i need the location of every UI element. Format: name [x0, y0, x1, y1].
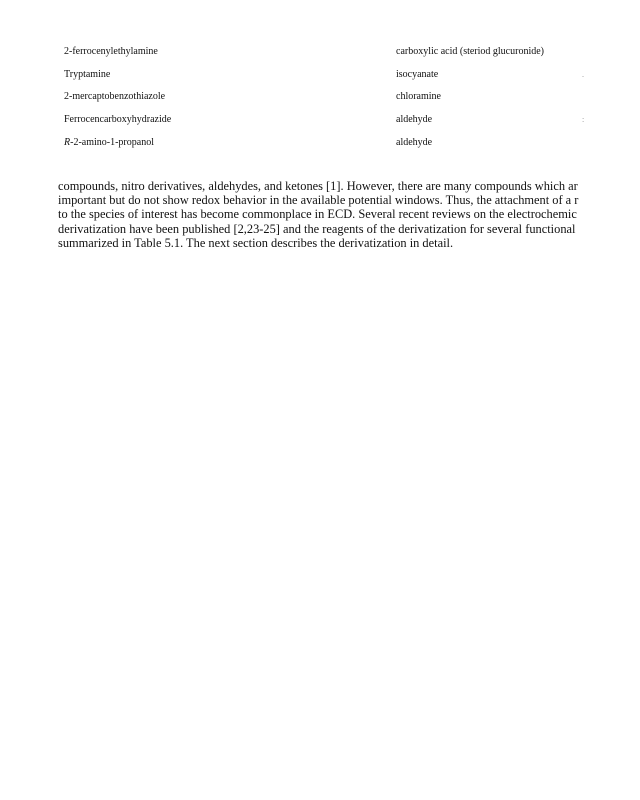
table-row [64, 112, 624, 135]
paragraph-line: compounds, nitro derivatives, aldehydes, and ketones [1]. However, there are many compounds which ar [58, 179, 578, 193]
table-row [64, 89, 624, 112]
paragraph-line: derivatization have been published [2,23-25] and the reagents of the derivatization for several functional [58, 221, 576, 236]
reagent-name: Tryptamine [64, 68, 111, 80]
reagent-prefix: R [64, 136, 71, 148]
table-row [64, 135, 624, 158]
truncated-cell: : [582, 115, 585, 125]
paragraph-line: summarized in Table 5.1. The next section describes the derivatization in detail. [58, 235, 454, 250]
table-row [64, 67, 624, 90]
reagent-cell [64, 112, 171, 128]
truncated-cell: . [582, 69, 584, 79]
functional-group-cell: aldehyde [396, 114, 433, 126]
functional-group-cell: chloramine [396, 91, 441, 103]
reagent-name: 2-ferrocenylethylamine [64, 46, 158, 57]
paragraph-line: important but do not show redox behavior in the available potential windows. Thus, the attachment of a r [58, 193, 579, 208]
paragraph-line: to the species of interest has become commonplace in ECD. Several recent reviews on the electrochemic [58, 207, 577, 222]
reagent-name: Ferrocencarboxyhydrazide [64, 114, 172, 126]
functional-group-cell: aldehyde [396, 136, 433, 148]
functional-group-cell: carboxylic acid (steriod glucuronide) [396, 46, 544, 57]
body-paragraph [58, 179, 640, 250]
reagent-cell [64, 44, 158, 60]
reagent-name: 2-mercaptobenzothiazole [64, 91, 166, 103]
functional-group-cell: isocyanate [396, 68, 439, 80]
reagent-name: -2-amino-1-propanol [70, 136, 154, 148]
reagent-cell [64, 67, 110, 83]
derivatization-reagents-table [64, 44, 624, 157]
reagent-cell [64, 135, 154, 151]
table-row [64, 44, 624, 67]
reagent-cell [64, 89, 165, 105]
